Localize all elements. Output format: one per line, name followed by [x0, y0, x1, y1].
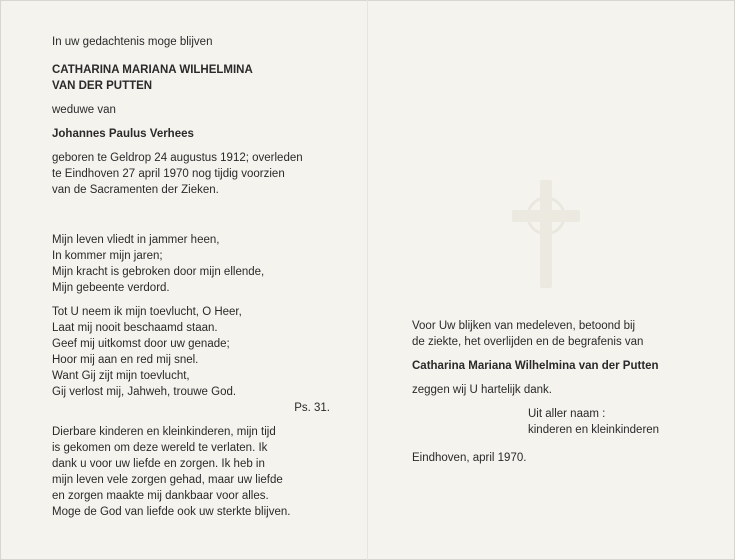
message-line: mijn leven vele zorgen gehad, maar uw liefde: [52, 474, 283, 486]
verse-line: Want Gij zijt mijn toevlucht,: [52, 370, 190, 382]
bio-line: geboren te Geldrop 24 augustus 1912; overleden: [52, 152, 303, 164]
verse-line: In kommer mijn jaren;: [52, 250, 163, 262]
right-panel: [412, 318, 697, 466]
verse-line: Mijn leven vliedt in jammer heen,: [52, 234, 220, 246]
signature-line-2: kinderen en kleinkinderen: [528, 424, 660, 436]
message-line: Dierbare kinderen en kleinkinderen, mijn tijd: [52, 426, 276, 438]
message-line: is gekomen om deze wereld te verlaten. Ik: [52, 442, 268, 454]
verse-line: Tot U neem ik mijn toevlucht, O Heer,: [52, 306, 242, 318]
message-line: Moge de God van liefde ook uw sterkte blijven.: [52, 506, 291, 518]
thanks-text: zeggen wij U hartelijk dank.: [412, 384, 552, 396]
celtic-cross-watermark-icon: [506, 176, 586, 292]
verse-line: Gij verlost mij, Jahweh, trouwe God.: [52, 386, 237, 398]
message-line: en zorgen maakte mij dankbaar voor alles.: [52, 490, 269, 502]
verse-line: Mijn gebeente verdord.: [52, 282, 170, 294]
name-line-2: VAN DER PUTTEN: [52, 80, 153, 92]
intro-text: In uw gedachtenis moge blijven: [52, 36, 213, 48]
place-date: Eindhoven, april 1970.: [412, 452, 527, 464]
verse-line: Laat mij nooit beschaamd staan.: [52, 322, 218, 334]
card-fold: [367, 0, 368, 560]
deceased-full-name: Catharina Mariana Wilhelmina van der Putten: [412, 360, 659, 372]
bio-line: van de Sacramenten der Zieken.: [52, 184, 219, 196]
husband-name: Johannes Paulus Verhees: [52, 128, 194, 140]
message-line: dank u voor uw liefde en zorgen. Ik heb in: [52, 458, 265, 470]
verse-line: Mijn kracht is gebroken door mijn ellende,: [52, 266, 265, 278]
left-panel: [52, 34, 342, 520]
widow-of-text: weduwe van: [52, 104, 116, 116]
bio-line: te Eindhoven 27 april 1970 nog tijdig voorzien: [52, 168, 285, 180]
thanks-intro-line: de ziekte, het overlijden en de begrafenis van: [412, 336, 644, 348]
verse-line: Hoor mij aan en red mij snel.: [52, 354, 199, 366]
thanks-intro-line: Voor Uw blijken van medeleven, betoond bij: [412, 320, 636, 332]
psalm-reference: Ps. 31.: [294, 402, 330, 414]
signature-line-1: Uit aller naam :: [528, 408, 606, 420]
verse-line: Geef mij uitkomst door uw genade;: [52, 338, 230, 350]
name-line-1: CATHARINA MARIANA WILHELMINA: [52, 64, 253, 76]
